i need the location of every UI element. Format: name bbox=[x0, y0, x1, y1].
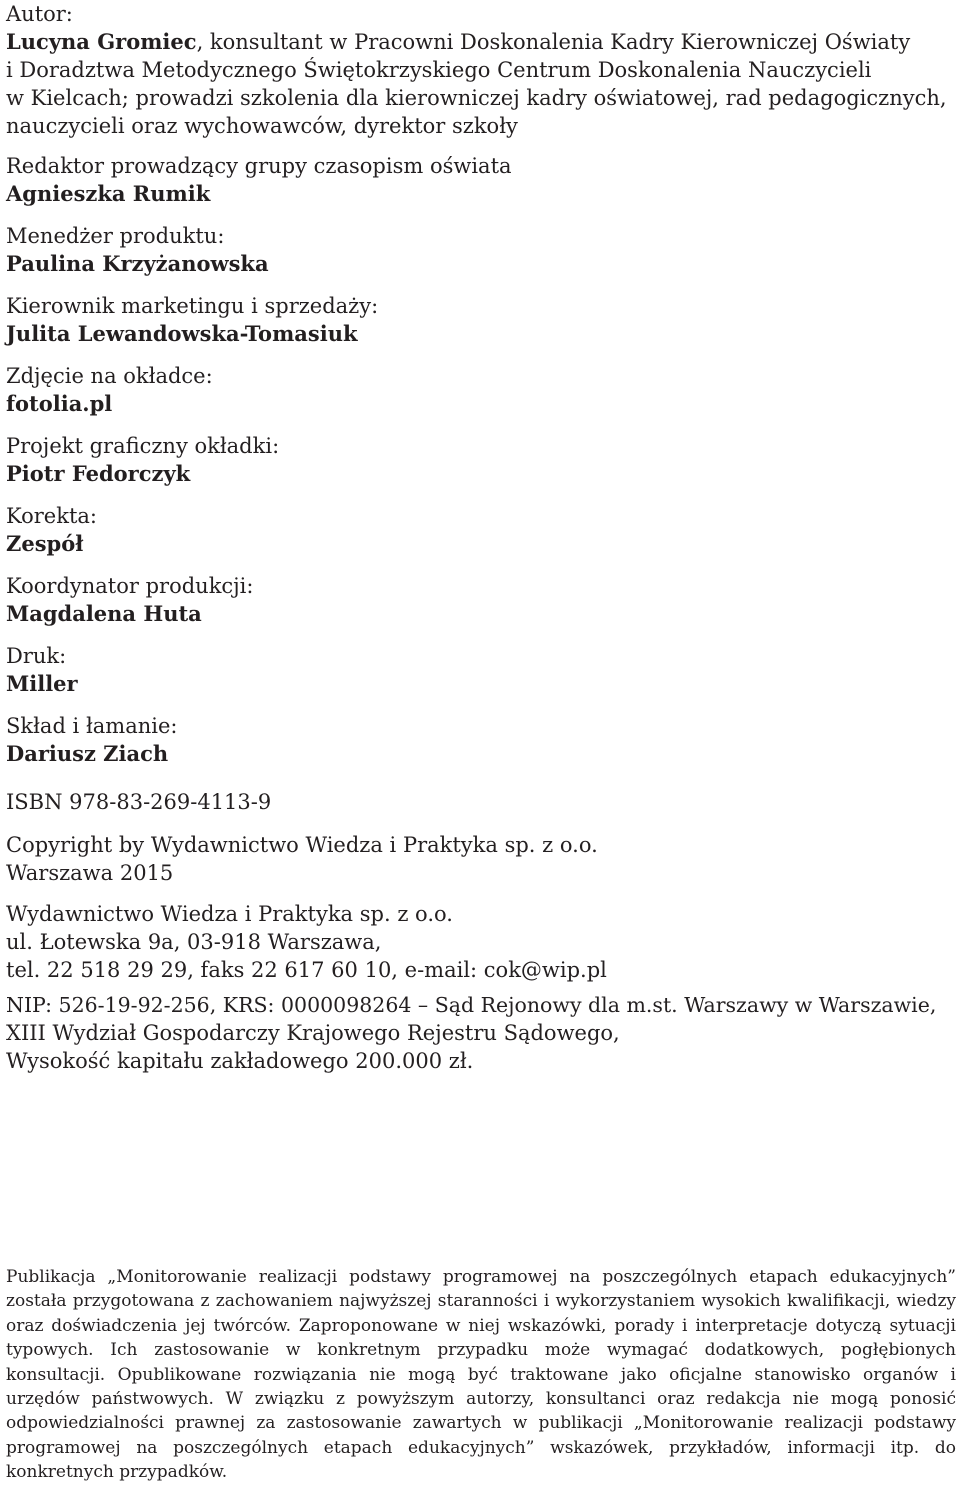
credit-role: Koordynator produkcji: bbox=[6, 574, 254, 598]
publisher-contact: tel. 22 518 29 29, faks 22 617 60 10, e-mail: cok@wip.pl bbox=[6, 958, 607, 982]
copyright-line-1: Copyright by Wydawnictwo Wiedza i Praktyka sp. z o.o. bbox=[6, 833, 598, 857]
credit-name: Zespół bbox=[6, 531, 84, 556]
copyright-block bbox=[6, 831, 598, 887]
publisher-block bbox=[6, 900, 607, 984]
credit-name: Piotr Fedorczyk bbox=[6, 461, 191, 486]
author-bio-text: , konsultant w Pracowni Doskonalenia Kadry Kierowniczej Oświaty bbox=[196, 30, 911, 54]
author-name: Lucyna Gromiec bbox=[6, 29, 197, 54]
credit-role: Redaktor prowadzący grupy czasopism oświata bbox=[6, 154, 512, 178]
credit-cover-photo bbox=[6, 362, 512, 418]
disclaimer-paragraph: Publikacja „Monitorowanie realizacji podstawy programowej na poszczególnych etapach edukacyjnych” została przygotowana z zachowaniem najwyższej staranności i wykorzystaniem wysokich kwalifikacji, wiedzy oraz doświadczenia jej twórców. Zaproponowane w niej wskazówki, porady i interpretacje dotyczą sytuacji typowych. Ich zastosowanie w konkretnym przypadku może wymagać dodatkowych, pogłębionych konsultacji. Opublikowane rozwiązania nie mogą być traktowane jako oficjalne stanowisko organów i urzędów państwowych. W związku z powyższym autorzy, konsultanci oraz redakcja nie mogą ponosić odpowiedzialności prawnej za zastosowanie zawartych w publikacji „Monitorowanie realizacji podstawy programowej na poszczególnych etapach edukacyjnych” wskazówek, przykładów, informacji itp. do konkretnych przypadków. bbox=[6, 1267, 956, 1483]
credit-name: Agnieszka Rumik bbox=[6, 181, 211, 206]
credit-name: Magdalena Huta bbox=[6, 601, 202, 626]
credit-role: Korekta: bbox=[6, 504, 97, 528]
credit-name: Julita Lewandowska-Tomasiuk bbox=[6, 321, 358, 346]
credit-name: Miller bbox=[6, 671, 78, 696]
credit-marketing bbox=[6, 292, 512, 348]
author-bio-line-2: i Doradztwa Metodycznego Świętokrzyskiego Centrum Doskonalenia Nauczycieli bbox=[6, 58, 872, 82]
author-bio-line-4: nauczycieli oraz wychowawców, dyrektor szkoły bbox=[6, 114, 518, 138]
credit-production bbox=[6, 572, 512, 628]
credit-name: Dariusz Ziach bbox=[6, 741, 169, 766]
credit-name: Paulina Krzyżanowska bbox=[6, 251, 269, 276]
credit-cover-design bbox=[6, 432, 512, 488]
credit-role: Kierownik marketingu i sprzedaży: bbox=[6, 294, 379, 318]
author-heading: Autor: bbox=[6, 2, 73, 26]
credit-role: Menedżer produktu: bbox=[6, 224, 225, 248]
author-bio-line-1 bbox=[6, 28, 947, 56]
copyright-line-2: Warszawa 2015 bbox=[6, 861, 174, 885]
isbn-number: ISBN 978-83-269-4113-9 bbox=[6, 790, 272, 814]
publisher-address: ul. Łotewska 9a, 03-918 Warszawa, bbox=[6, 930, 382, 954]
credit-name: fotolia.pl bbox=[6, 391, 113, 416]
credit-role: Zdjęcie na okładce: bbox=[6, 364, 213, 388]
author-block bbox=[6, 0, 947, 140]
credit-product-manager bbox=[6, 222, 512, 278]
credit-role: Druk: bbox=[6, 644, 67, 668]
author-bio-line-3: w Kielcach; prowadzi szkolenia dla kierowniczej kadry oświatowej, rad pedagogicznych, bbox=[6, 86, 947, 110]
isbn-block bbox=[6, 788, 271, 816]
registry-line-2: XIII Wydział Gospodarczy Krajowego Rejestru Sądowego, bbox=[6, 1021, 620, 1045]
credit-typesetting bbox=[6, 712, 512, 768]
credit-proofreading bbox=[6, 502, 512, 558]
credit-role: Skład i łamanie: bbox=[6, 714, 178, 738]
credits-list bbox=[6, 152, 512, 782]
registry-line-1: NIP: 526-19-92-256, KRS: 0000098264 – Sąd Rejonowy dla m.st. Warszawy w Warszawie, bbox=[6, 993, 937, 1017]
credit-role: Projekt graficzny okładki: bbox=[6, 434, 280, 458]
credit-print bbox=[6, 642, 512, 698]
publisher-name: Wydawnictwo Wiedza i Praktyka sp. z o.o. bbox=[6, 902, 453, 926]
credit-editor bbox=[6, 152, 512, 208]
registry-block bbox=[6, 991, 936, 1075]
registry-line-3: Wysokość kapitału zakładowego 200.000 zł. bbox=[6, 1049, 474, 1073]
